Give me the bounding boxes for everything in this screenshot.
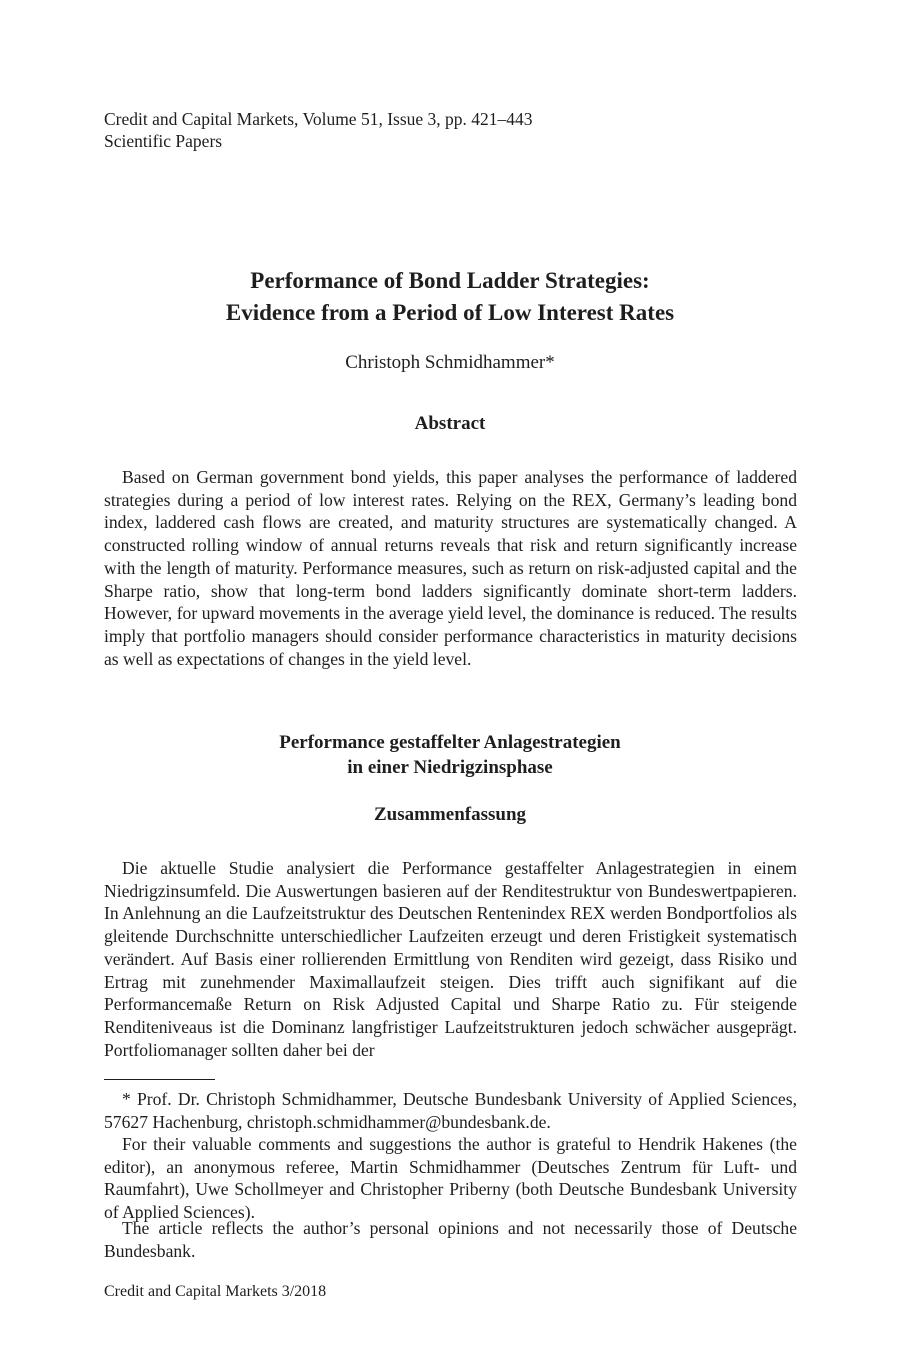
journal-section: Scientific Papers: [104, 131, 223, 151]
abstract-text: Based on German government bond yields, this paper analyses the performance of laddered strategies during a period of low interest rates. Relying on the REX, Germany’s leading bond index, laddered cash flows are created, and maturity structures are systematically changed. A constructed rolling window of annual returns reveals that risk and return significantly increase with the length of maturity. Performance measures, such as return on risk-adjusted capital and the Sharpe ratio, show that long-term bond ladders significantly dominate short-term ladders. However, for upward movements in the average yield level, the dominance is reduced. The results imply that portfolio managers should consider performance characteristics in maturity decisions as well as expectations of changes in the yield level.: [104, 467, 797, 669]
german-title-line-1: Performance gestaffelter Anlagestrategien: [279, 732, 621, 753]
footnote-affiliation: * Prof. Dr. Christoph Schmidhammer, Deutsche Bundesbank University of Applied Sciences, 57627 Hachenburg, christoph.schmidhammer@bundesbank.de.: [104, 1089, 797, 1132]
journal-citation: Credit and Capital Markets, Volume 51, Issue 3, pp. 421–443: [104, 109, 533, 129]
zusammenfassung-text: Die aktuelle Studie analysiert die Performance gestaffelter Anlagestrategien in einem Niedrigzinsumfeld. Die Auswertungen basieren auf der Renditestruktur von Bundeswertpapieren. In Anlehnung an die Laufzeitstruktur des Deutschen Rentenindex REX werden Bondportfolios als gleitende Durchschnitte unterschiedlicher Laufzeiten erzeugt und deren Fristigkeit systematisch verändert. Auf Basis einer rollierenden Ermittlung von Renditen wird gezeigt, dass Risiko und Ertrag mit zunehmender Maximallaufzeit steigen. Dies trifft auch signifikant auf die Performancemaße Return on Risk Adjusted Capital und Sharpe Ratio zu. Für steigende Renditeniveaus ist die Dominanz langfristiger Laufzeitstrukturen jedoch schwächer ausgeprägt. Portfoliomanager sollten daher bei der: [104, 858, 797, 1060]
paper-title-line-2: Evidence from a Period of Low Interest Rates: [225, 300, 675, 325]
zusammenfassung-heading: Zusammenfassung: [373, 804, 527, 825]
page-footer: Credit and Capital Markets 3/2018: [104, 1283, 327, 1300]
german-title-line-2: in einer Niedrigzinsphase: [347, 757, 553, 778]
footnote-acknowledgement: For their valuable comments and suggestions the author is grateful to Hendrik Hakenes (the editor), an anonymous referee, Martin Schmidhammer (Deutsches Zentrum für Luft- und Raumfahrt), Uwe Schollmeyer and Christopher Priberny (both Deutsche Bundesbank University of Applied Sciences).: [104, 1134, 797, 1223]
german-title: [0, 730, 900, 780]
footnote-divider: [104, 1079, 215, 1080]
paper-title-line-1: Performance of Bond Ladder Strategies:: [250, 268, 650, 293]
journal-header: [104, 108, 533, 152]
footnote-disclaimer: The article reflects the author’s personal opinions and not necessarily those of Deutsche Bundesbank.: [104, 1218, 797, 1261]
abstract-heading: Abstract: [414, 413, 486, 434]
paper-title: [0, 265, 900, 329]
author-name: Christoph Schmidhammer*: [345, 352, 555, 373]
